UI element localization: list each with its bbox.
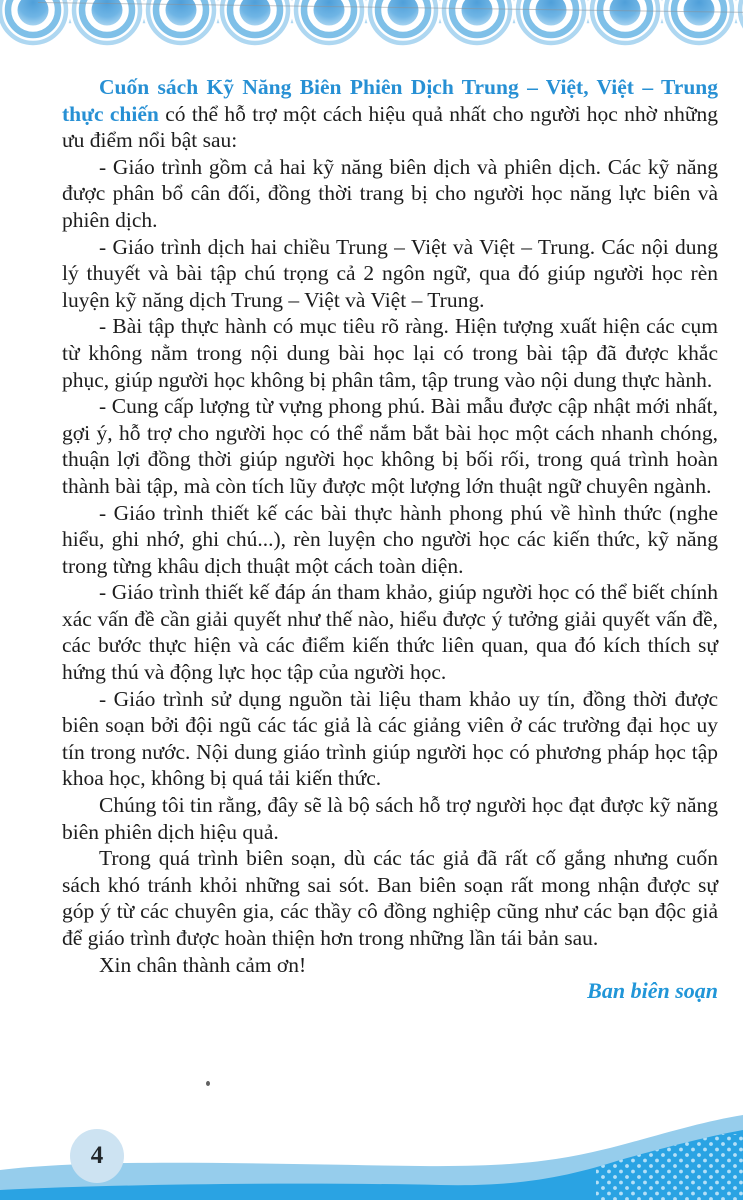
page-number-badge <box>70 1129 124 1183</box>
closing-paragraph: Xin chân thành cảm ơn! <box>99 952 307 977</box>
bullet-paragraph: - Bài tập thực hành có mục tiêu rõ ràng. Hiện tượng xuất hiện các cụm từ không nằm trong nội dung bài học lại có trong bài tập đã được khắc phục, giúp người học không bị phân tâm, tập trung vào nội dung thực hành. <box>62 314 718 392</box>
intro-rest-text: có thể hỗ trợ một cách hiệu quả nhất cho người học nhờ những ưu điểm nổi bật sau: <box>62 101 718 153</box>
bullet-paragraph: - Giáo trình thiết kế đáp án tham khảo, giúp người học có thể biết chính xác vấn đề cần giải quyết như thế nào, hiểu được ý tưởng giải quyết vấn đề, các bước thực hiện và các điểm kiến thức liên quan, qua đó kích thích sự hứng thú và động lực học tập của người học. <box>62 580 718 685</box>
intro-paragraph <box>62 74 718 154</box>
bullet-paragraph: - Giáo trình dịch hai chiều Trung – Việt và Việt – Trung. Các nội dung lý thuyết và bài tập chú trọng cả 2 ngôn ngữ, qua đó giúp người học rèn luyện kỹ năng dịch Trung – Việt và Việt – Trung. <box>62 234 718 312</box>
bullet-paragraph: - Giáo trình gồm cả hai kỹ năng biên dịch và phiên dịch. Các kỹ năng được phân bổ cân đối, đồng thời trang bị cho người học năng lực biên và phiên dịch. <box>62 154 718 232</box>
bullet-paragraph: - Giáo trình thiết kế các bài thực hành phong phú về hình thức (nghe hiểu, ghi nhớ, ghi chú...), rèn luyện cho người học các kiến thức, kỹ năng trong từng khâu dịch thuật một cách toàn diện. <box>62 500 718 578</box>
top-wave-border <box>0 0 743 56</box>
stray-ink-dot <box>206 1081 210 1086</box>
editorial-board-signature: Ban biên soạn <box>587 978 718 1004</box>
page-text <box>62 74 718 1005</box>
book-title-text: Cuốn sách Kỹ Năng Biên Phiên Dịch Trung – Việt, Việt – Trung thực chiến <box>62 75 718 126</box>
bullet-paragraph: - Giáo trình sử dụng nguồn tài liệu tham khảo uy tín, đồng thời được biên soạn bởi đội ngũ các tác giả là các giảng viên ở các trường đại học uy tín trong nước. Nội dung giáo trình giúp người học có phương pháp học tập khoa học, không bị quá tải kiến thức. <box>62 686 718 791</box>
page-number: 4 <box>90 1142 104 1169</box>
closing-paragraph: Chúng tôi tin rằng, đây sẽ là bộ sách hỗ trợ người học đạt được kỹ năng biên phiên dịch hiệu quả. <box>62 793 718 844</box>
closing-paragraph: Trong quá trình biên soạn, dù các tác giả đã rất cố gắng nhưng cuốn sách khó tránh khỏi những sai sót. Ban biên soạn rất mong nhận được sự góp ý từ các chuyên gia, các thầy cô đồng nghiệp cũng như các bạn độc giả để giáo trình được hoàn thiện hơn trong những lần tái bản sau. <box>62 846 718 950</box>
bullet-paragraph: - Cung cấp lượng từ vựng phong phú. Bài mẫu được cập nhật mới nhất, gợi ý, hỗ trợ cho người học có thể nắm bắt bài học một cách nhanh chóng, thuận lợi đồng thời giúp người học không bị bối rối, trong quá trình hoàn thành bài tập, mà còn tích lũy được một lượng lớn thuật ngữ chuyên ngành. <box>62 394 718 498</box>
